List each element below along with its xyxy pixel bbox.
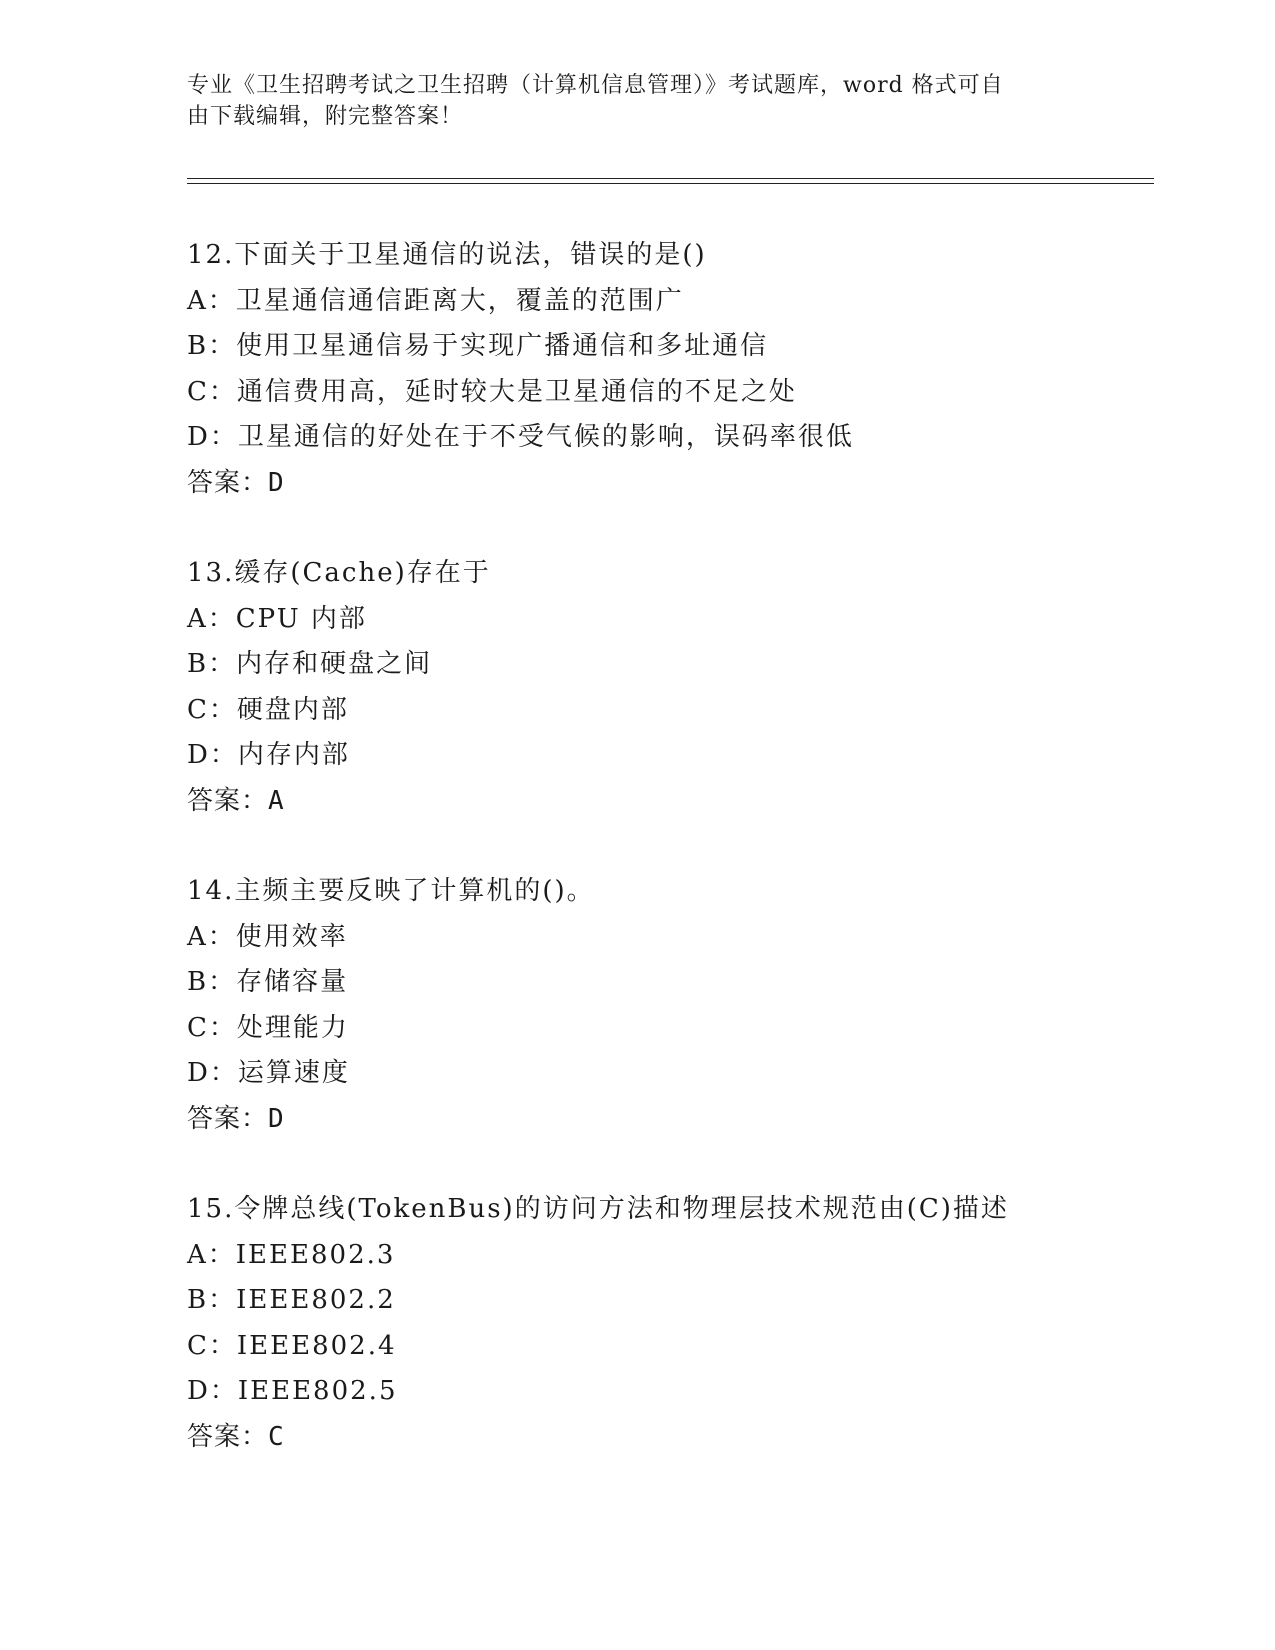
answer-value: D [268, 1103, 285, 1134]
option-a: A：使用效率 [187, 921, 348, 952]
option-d: D：IEEE802.5 [187, 1376, 398, 1406]
answer-value: D [268, 467, 285, 498]
question-13 [187, 551, 1147, 824]
answer-label: 答案： [187, 1103, 269, 1134]
option-b: B：存储容量 [187, 967, 349, 997]
question-12 [187, 233, 1147, 506]
question-stem: 14.主频主要反映了计算机的()。 [187, 876, 595, 906]
option-c: C：处理能力 [187, 1012, 349, 1043]
answer-label: 答案： [187, 467, 269, 498]
header-divider-top [187, 178, 1154, 179]
option-c: C：IEEE802.4 [187, 1330, 397, 1361]
answer [187, 461, 1147, 507]
option-d: D：内存内部 [187, 740, 350, 770]
option-b: B：IEEE802.2 [187, 1285, 396, 1315]
option-a: A：IEEE802.3 [187, 1239, 396, 1270]
answer [187, 779, 1147, 825]
answer-label: 答案： [187, 785, 269, 816]
option-d: D：运算速度 [187, 1058, 350, 1088]
answer-label: 答案： [187, 1421, 269, 1452]
answer-value: A [268, 785, 285, 816]
option-d: D：卫星通信的好处在于不受气候的影响，误码率很低 [187, 422, 854, 452]
option-b: B：使用卫星通信易于实现广播通信和多址通信 [187, 331, 769, 361]
question-14 [187, 869, 1147, 1142]
option-a: A：卫星通信通信距离大，覆盖的范围广 [187, 285, 684, 316]
question-stem: 15.令牌总线(TokenBus)的访问方法和物理层技术规范由(C)描述 [187, 1194, 1009, 1224]
option-c: C：硬盘内部 [187, 694, 349, 725]
header-line-1: 专业《卫生招聘考试之卫生招聘（计算机信息管理）》考试题库，word 格式可自 [187, 73, 1004, 98]
option-a: A：CPU 内部 [187, 603, 367, 634]
question-stem: 12.下面关于卫星通信的说法，错误的是() [187, 240, 707, 270]
document-header [187, 70, 1067, 132]
answer [187, 1097, 1147, 1143]
answer-value: C [268, 1421, 285, 1452]
question-stem: 13.缓存(Cache)存在于 [187, 558, 491, 588]
option-b: B：内存和硬盘之间 [187, 649, 433, 679]
option-c: C：通信费用高，延时较大是卫星通信的不足之处 [187, 376, 797, 407]
header-line-2: 由下载编辑，附完整答案！ [187, 104, 464, 129]
question-15 [187, 1187, 1147, 1460]
header-divider-bottom [187, 183, 1154, 184]
answer [187, 1415, 1147, 1461]
